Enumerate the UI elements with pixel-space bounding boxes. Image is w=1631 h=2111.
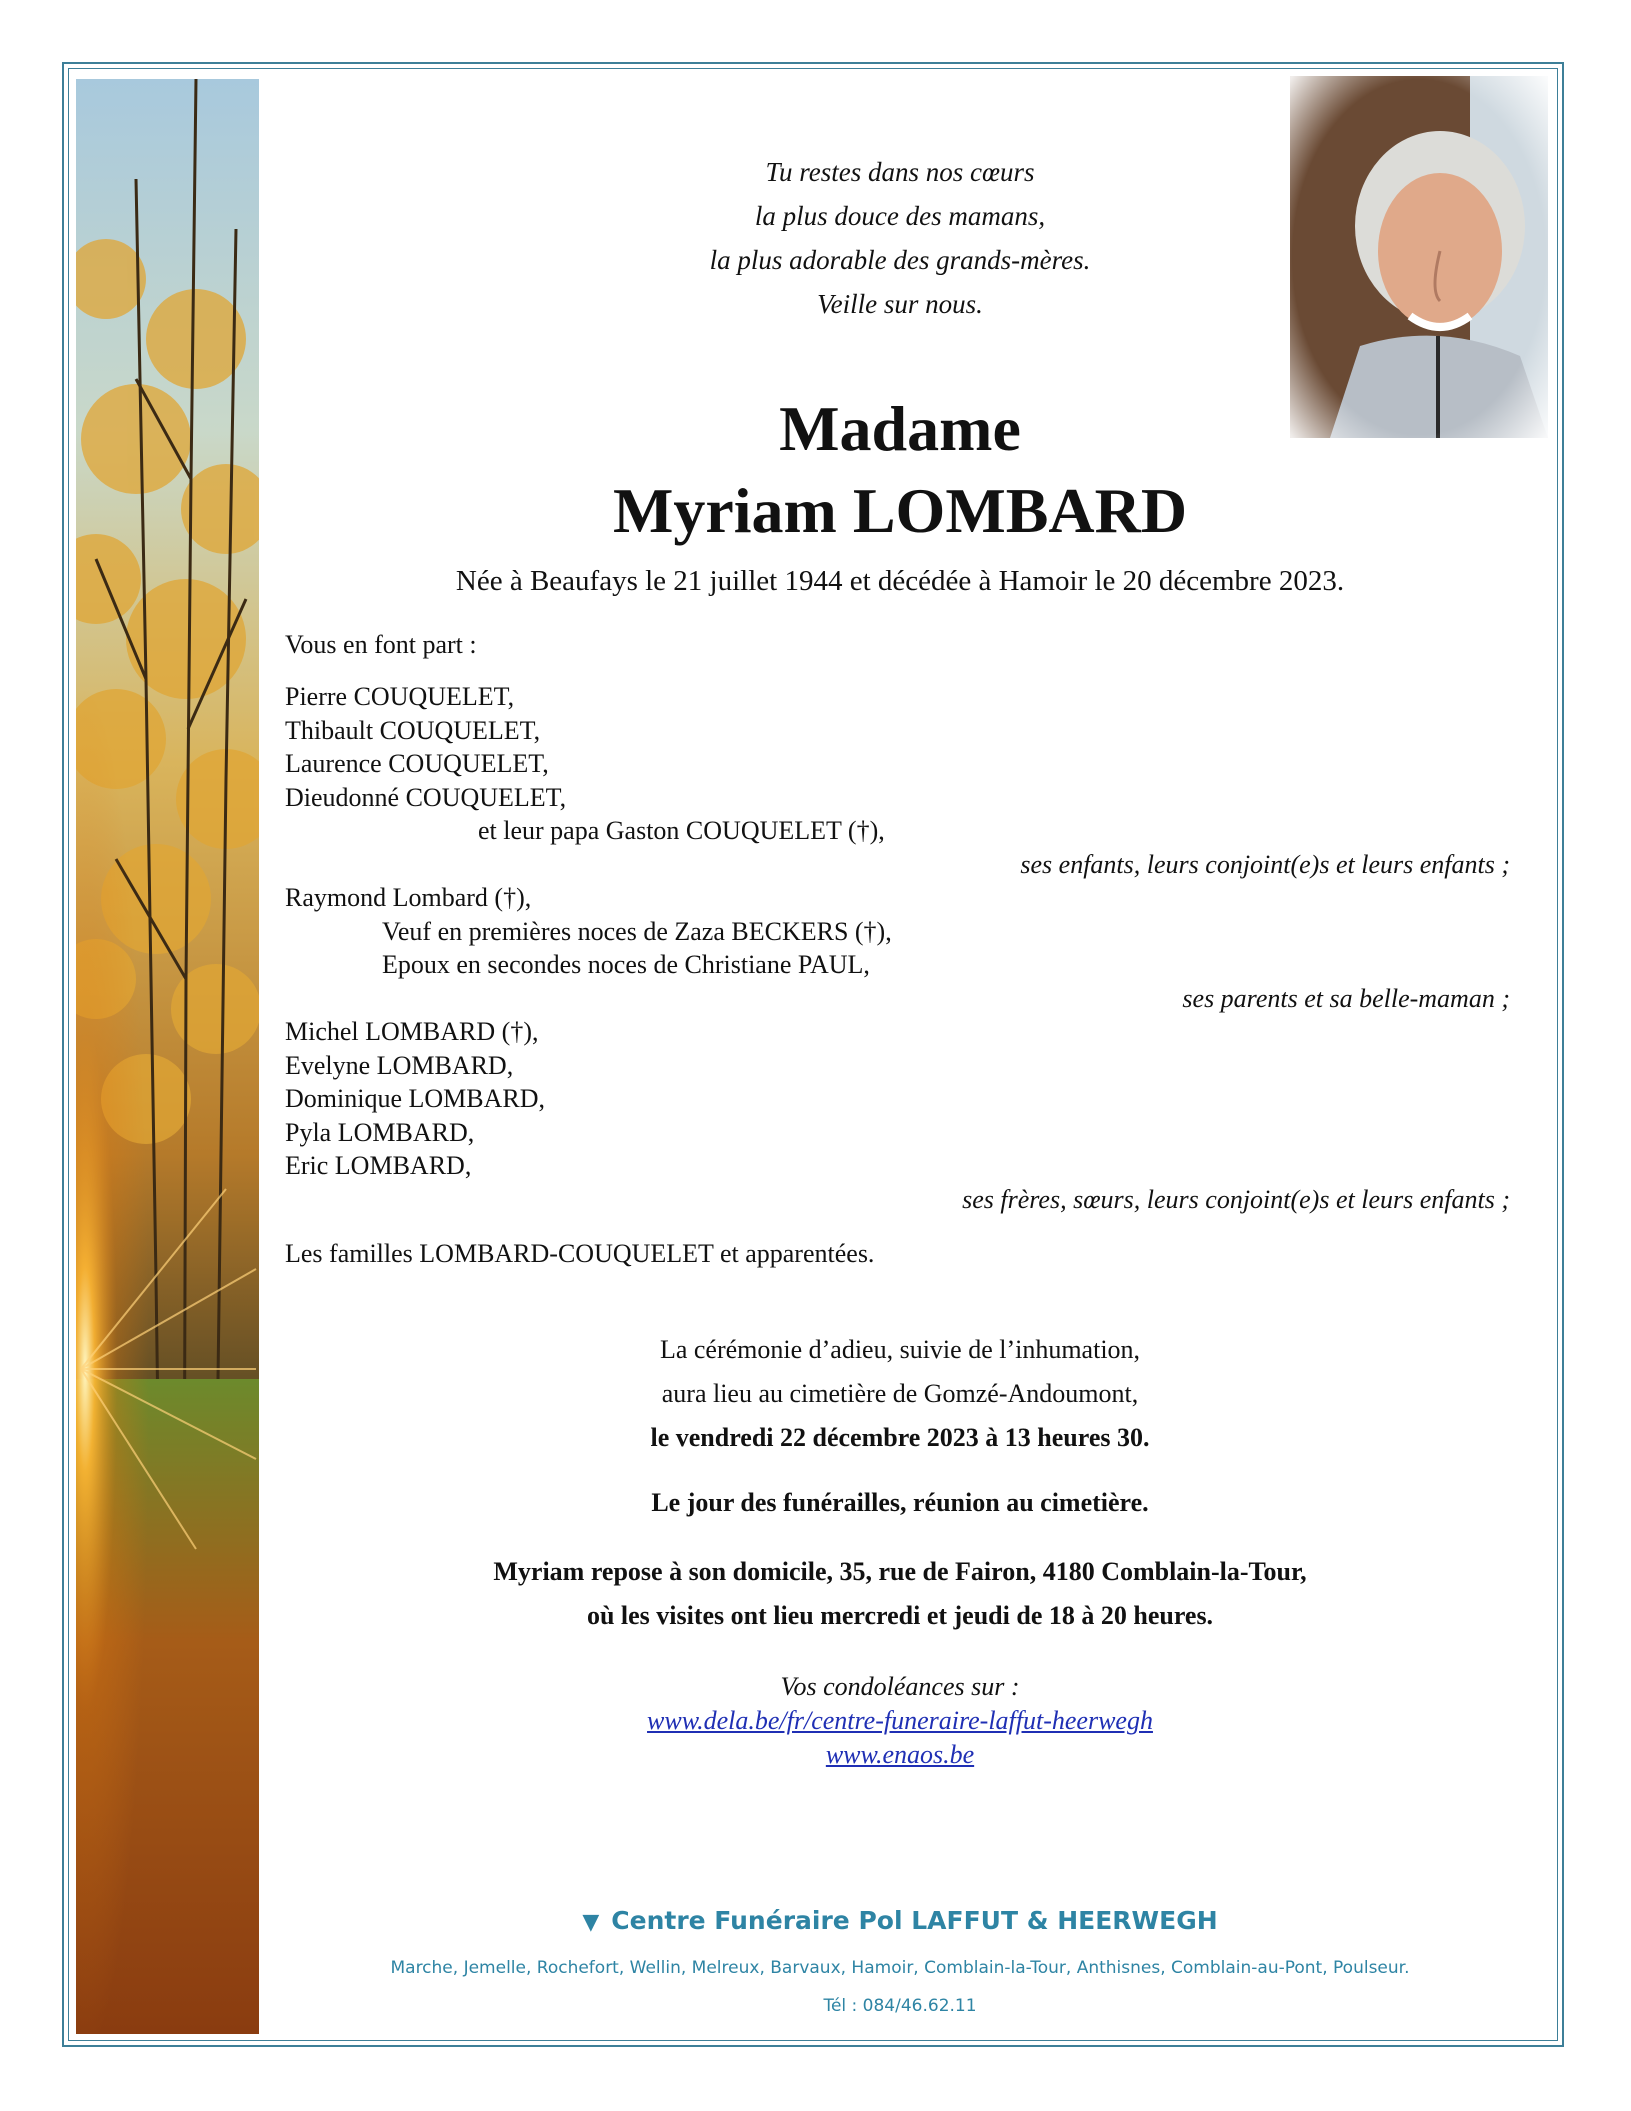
birth-death-line: Née à Beaufays le 21 juillet 1944 et décédée à Hamoir le 20 décembre 2023. <box>455 565 1345 597</box>
family-line: et leur papa Gaston COUQUELET (†), <box>478 816 885 845</box>
family-line: Pierre COUQUELET, <box>285 682 515 711</box>
family-list <box>285 680 1510 1216</box>
funeral-home-phone: Tél : 084/46.62.11 <box>823 1996 977 2016</box>
family-relation: ses parents et sa belle-maman ; <box>1182 983 1510 1013</box>
condolences-link-dela[interactable]: www.dela.be/fr/centre-funeraire-laffut-heerwegh <box>647 1706 1153 1735</box>
gathering-line: Le jour des funérailles, réunion au cimetière. <box>651 1488 1149 1517</box>
condolences-link-enaos[interactable]: www.enaos.be <box>825 1740 975 1769</box>
poem-line: la plus douce des mamans, <box>754 201 1046 231</box>
family-line: Michel LOMBARD (†), <box>285 1017 539 1046</box>
families-line: Les familles LOMBARD-COUQUELET et apparentées. <box>285 1239 875 1268</box>
family-line: Dominique LOMBARD, <box>285 1084 545 1113</box>
family-relation: ses enfants, leurs conjoint(e)s et leurs enfants ; <box>1020 849 1510 879</box>
deceased-name: Myriam LOMBARD <box>612 475 1188 546</box>
family-line: Laurence COUQUELET, <box>285 749 549 778</box>
condolences <box>300 1670 1500 1772</box>
family-line: Thibault COUQUELET, <box>285 715 541 745</box>
family-line: Pyla LOMBARD, <box>285 1117 475 1147</box>
deceased-title <box>300 388 1500 552</box>
family-line: Veuf en premières noces de Zaza BECKERS (†), <box>382 916 892 946</box>
ceremony-date: le vendredi 22 décembre 2023 à 13 heures 30. <box>650 1423 1150 1452</box>
triangle-down-icon: ▼ <box>582 1910 600 1935</box>
condolences-label: Vos condoléances sur : <box>780 1672 1020 1701</box>
poem-line: Tu restes dans nos cœurs <box>765 157 1035 187</box>
ceremony-line: La cérémonie d’adieu, suivie de l’inhumation, <box>659 1335 1141 1364</box>
family-line: Evelyne LOMBARD, <box>285 1050 514 1080</box>
poem <box>300 150 1500 326</box>
funeral-home-name <box>300 1906 1500 1935</box>
wake-line: Myriam repose à son domicile, 35, rue de Fairon, 4180 Comblain-la-Tour, <box>493 1557 1307 1586</box>
family-line: Eric LOMBARD, <box>285 1151 472 1180</box>
family-line: Epoux en secondes noces de Christiane PAUL, <box>382 950 870 979</box>
funeral-home-towns: Marche, Jemelle, Rochefort, Wellin, Melreux, Barvaux, Hamoir, Comblain-la-Tour, Anthisnes, Comblain-au-Pont, Poulseur. <box>390 1958 1410 1978</box>
wake-line: où les visites ont lieu mercredi et jeudi de 18 à 20 heures. <box>586 1601 1214 1630</box>
honorific: Madame <box>779 393 1021 464</box>
poem-line: la plus adorable des grands-mères. <box>709 245 1091 275</box>
family-line: Raymond Lombard (†), <box>285 883 532 912</box>
funeral-home-label: Centre Funéraire Pol LAFFUT & HEERWEGH <box>611 1906 1218 1935</box>
autumn-forest-image <box>76 79 259 2034</box>
ceremony-info <box>300 1328 1500 1460</box>
poem-line: Veille sur nous. <box>817 289 983 319</box>
family-line: Dieudonné COUQUELET, <box>285 782 567 812</box>
wake-info <box>300 1550 1500 1638</box>
announce-line: Vous en font part : <box>285 630 477 659</box>
ceremony-line: aura lieu au cimetière de Gomzé-Andoumont, <box>661 1379 1139 1408</box>
family-relation: ses frères, sœurs, leurs conjoint(e)s et leurs enfants ; <box>962 1184 1510 1214</box>
